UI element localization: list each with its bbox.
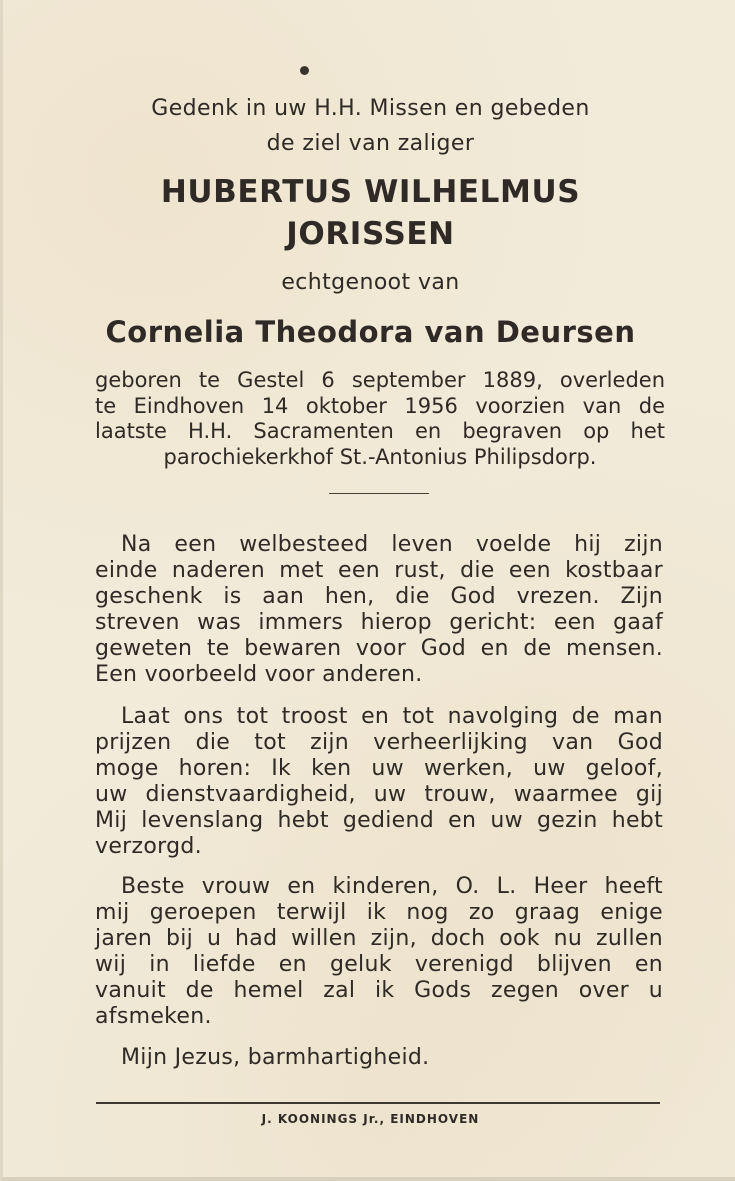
deceased-name-line-1: HUBERTUS WILHELMUS: [160, 174, 581, 210]
paragraph-line: wij in liefde en geluk verenigd blijven en: [95, 952, 663, 977]
paragraph-1: [95, 532, 663, 688]
deceased-name-line-2: JORISSEN: [286, 216, 455, 252]
paragraph-line: Een voorbeeld voor anderen.: [95, 662, 423, 687]
printer-credit: J. KOONINGS Jr., EINDHOVEN: [261, 1112, 480, 1126]
paragraph-line: prijzen die tot zijn verheerlijking van God: [95, 730, 663, 755]
paragraph-line: moge horen: Ik ken uw werken, uw geloof,: [95, 756, 663, 781]
paragraph-line: afsmeken.: [95, 1004, 212, 1029]
paragraph-line: Laat ons tot troost en tot navolging de man: [121, 704, 663, 729]
paragraph-2: [95, 704, 663, 860]
paragraph-line: uw dienstvaardigheid, uw trouw, waarmee gij: [95, 782, 663, 807]
paragraph-line: Na een welbesteed leven voelde hij zijn: [121, 532, 663, 557]
paragraph-line: mij geroepen terwijl ik nog zo graag enige: [95, 900, 663, 925]
closing-prayer: [95, 1045, 663, 1071]
biography-block: [95, 368, 665, 470]
paragraph-line: jaren bij u had willen zijn, doch ook nu zullen: [95, 926, 663, 951]
paragraph-line: streven was immers hierop gericht: een gaaf: [95, 610, 663, 635]
footer-rule: [96, 1102, 660, 1104]
section-divider: [329, 493, 429, 494]
paragraph-line: geschenk is aan hen, die God vrezen. Zijn: [95, 584, 663, 609]
paragraph-line: einde naderen met een rust, die een kostbaar: [95, 558, 663, 583]
bio-line: laatste H.H. Sacramenten en begraven op het: [95, 419, 665, 443]
paragraph-line: vanuit de hemel zal ik Gods zegen over u: [95, 978, 663, 1003]
paragraph-line: verzorgd.: [95, 834, 202, 859]
paragraph-line: Mij levenslang hebt gediend en uw gezin hebt: [95, 808, 663, 833]
paragraph-line: geweten te bewaren voor God en de mensen.: [95, 636, 663, 661]
paragraph-3: [95, 874, 663, 1030]
bio-line: geboren te Gestel 6 september 1889, overleden: [95, 368, 665, 392]
intro-line-2: de ziel van zaliger: [266, 131, 475, 156]
intro-line-1: Gedenk in uw H.H. Missen en gebeden: [151, 96, 590, 121]
spouse-label: echtgenoot van: [281, 270, 460, 295]
ornament-dot-icon: [300, 66, 309, 75]
bio-line: parochiekerkhof St.-Antonius Philipsdorp.: [163, 444, 597, 469]
paragraph-line: Beste vrouw en kinderen, O. L. Heer heeft: [121, 874, 663, 899]
spouse-name: Cornelia Theodora van Deursen: [105, 315, 636, 349]
closing-line: Mijn Jezus, barmhartigheid.: [121, 1045, 430, 1070]
bio-line: te Eindhoven 14 oktober 1956 voorzien van de: [95, 393, 665, 418]
